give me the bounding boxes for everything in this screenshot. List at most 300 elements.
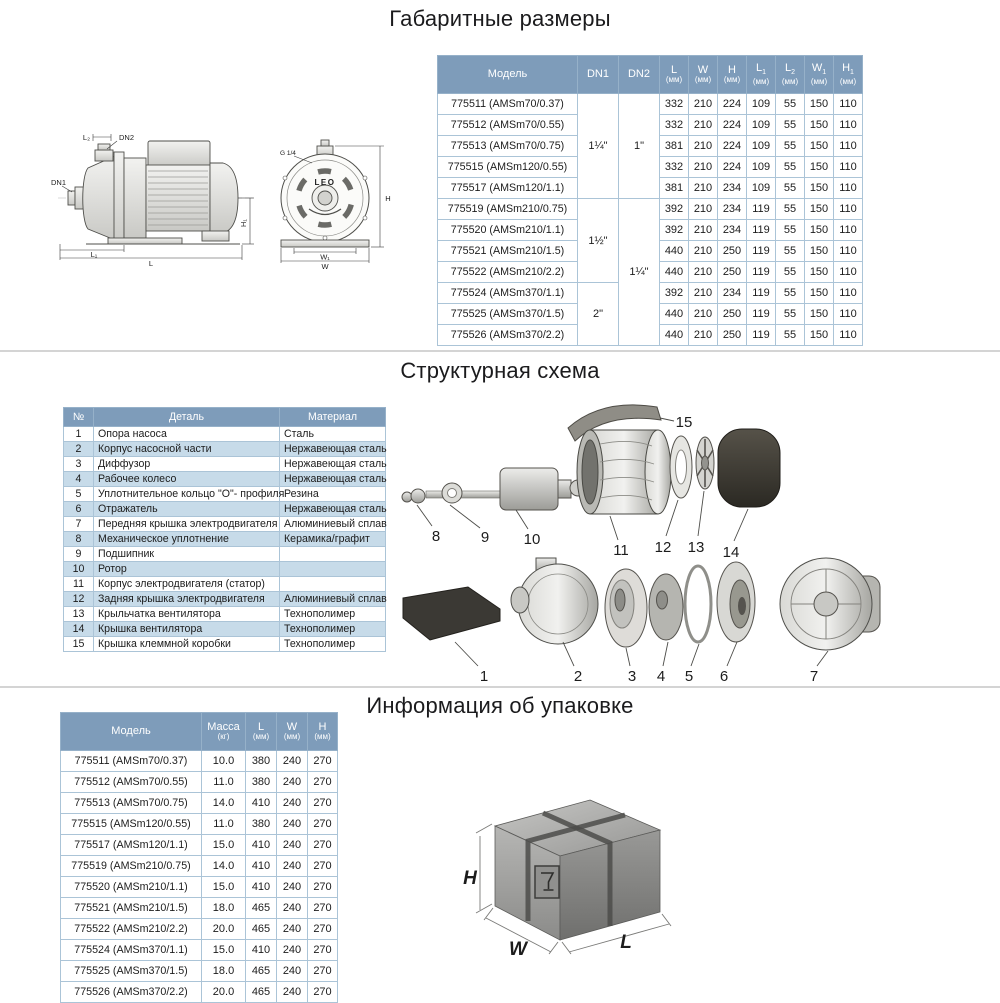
- dim-label-dn2: DN2: [119, 133, 135, 142]
- part-row: [64, 547, 386, 562]
- table-cell: 15.0: [202, 877, 246, 898]
- packaging-row: [61, 919, 338, 940]
- column-header: Деталь: [94, 408, 280, 427]
- parts-table-body: [64, 427, 386, 652]
- table-cell: 410: [246, 877, 277, 898]
- packaging-row: [61, 898, 338, 919]
- table-cell: 775512 (AMSm70/0.55): [61, 772, 202, 793]
- table-cell: 109: [747, 178, 776, 199]
- section-title-dimensions: Габаритные размеры: [389, 6, 611, 31]
- table-cell: 775524 (AMSm370/1.1): [438, 283, 578, 304]
- exploded-view-diagram: [398, 383, 945, 695]
- table-cell: Корпус электродвигателя (статор): [94, 577, 280, 592]
- table-cell: 119: [747, 325, 776, 346]
- table-cell: 775512 (AMSm70/0.55): [438, 115, 578, 136]
- table-cell: 775525 (AMSm370/1.5): [438, 304, 578, 325]
- table-cell: 150: [805, 199, 834, 220]
- part-row: [64, 457, 386, 472]
- packaging-table: [60, 712, 338, 1003]
- table-cell: 150: [805, 304, 834, 325]
- table-cell: Крыльчатка вентилятора: [94, 607, 280, 622]
- table-cell: Ротор: [94, 562, 280, 577]
- part-impeller: [649, 574, 683, 640]
- table-cell: 55: [776, 157, 805, 178]
- table-cell: 270: [308, 814, 338, 835]
- table-cell: 119: [747, 241, 776, 262]
- table-cell: 270: [308, 898, 338, 919]
- table-cell: Механическое уплотнение: [94, 532, 280, 547]
- column-header: Модель: [61, 713, 202, 751]
- packaging-table-body: [61, 751, 338, 1003]
- svg-text:5: 5: [684, 668, 694, 685]
- table-cell: 775520 (AMSm210/1.1): [61, 877, 202, 898]
- table-cell: 14.0: [202, 793, 246, 814]
- dimensions-table-body: [438, 94, 863, 346]
- table-cell: 2": [578, 283, 619, 346]
- table-cell: 381: [660, 136, 689, 157]
- table-cell: 150: [805, 136, 834, 157]
- svg-text:12: 12: [654, 539, 672, 556]
- part-deflector: [717, 562, 755, 642]
- packaging-row: [61, 835, 338, 856]
- table-cell: 210: [689, 220, 718, 241]
- table-cell: 775525 (AMSm370/1.5): [61, 961, 202, 982]
- svg-text:3: 3: [627, 668, 637, 685]
- table-cell: 14.0: [202, 856, 246, 877]
- table-cell: 240: [277, 898, 308, 919]
- table-cell: 440: [660, 325, 689, 346]
- dim-label-w: W: [321, 262, 329, 271]
- packaging-row: [61, 961, 338, 982]
- svg-text:2: 2: [573, 668, 583, 685]
- table-cell: 9: [64, 547, 94, 562]
- table-cell: 110: [834, 157, 863, 178]
- dim-label-h1: H₁: [239, 219, 248, 227]
- column-header: H (мм): [718, 56, 747, 94]
- table-cell: 775520 (AMSm210/1.1): [438, 220, 578, 241]
- table-cell: 150: [805, 115, 834, 136]
- table-cell: 20.0: [202, 919, 246, 940]
- table-cell: 270: [308, 940, 338, 961]
- pump-side-view: [68, 141, 240, 244]
- table-cell: 240: [277, 751, 308, 772]
- table-cell: 55: [776, 283, 805, 304]
- dim-label-l1: L₁: [90, 250, 98, 259]
- section-divider: [0, 350, 1000, 352]
- table-cell: 270: [308, 877, 338, 898]
- part-row: [64, 562, 386, 577]
- svg-text:15: 15: [675, 414, 693, 431]
- table-cell: 465: [246, 982, 277, 1003]
- column-header: Материал: [280, 408, 386, 427]
- column-header: Модель: [438, 56, 578, 94]
- packaging-row: [61, 814, 338, 835]
- table-cell: Корпус насосной части: [94, 442, 280, 457]
- table-cell: 392: [660, 199, 689, 220]
- table-cell: 234: [718, 199, 747, 220]
- table-cell: 119: [747, 283, 776, 304]
- table-cell: 775517 (AMSm120/1.1): [61, 835, 202, 856]
- table-cell: 55: [776, 115, 805, 136]
- column-header: L (мм): [246, 713, 277, 751]
- table-cell: 250: [718, 262, 747, 283]
- table-cell: 240: [277, 919, 308, 940]
- table-cell: Крышка вентилятора: [94, 622, 280, 637]
- table-cell: 110: [834, 283, 863, 304]
- table-cell: 410: [246, 940, 277, 961]
- table-cell: 11.0: [202, 814, 246, 835]
- dimensions-row: [438, 199, 863, 220]
- table-cell: 332: [660, 94, 689, 115]
- column-header: №: [64, 408, 94, 427]
- table-cell: 381: [660, 178, 689, 199]
- table-cell: 775521 (AMSm210/1.5): [438, 241, 578, 262]
- part-row: [64, 517, 386, 532]
- table-cell: 224: [718, 136, 747, 157]
- table-cell: 55: [776, 220, 805, 241]
- table-cell: 234: [718, 178, 747, 199]
- column-header: $W_1$ (мм): [805, 56, 834, 94]
- table-cell: 119: [747, 262, 776, 283]
- table-cell: 240: [277, 856, 308, 877]
- table-cell: 240: [277, 772, 308, 793]
- packaging-row: [61, 877, 338, 898]
- table-cell: Нержавеющая сталь: [280, 442, 386, 457]
- table-cell: 775522 (AMSm210/2.2): [438, 262, 578, 283]
- section-title-structure: Структурная схема: [400, 358, 600, 383]
- table-cell: 240: [277, 961, 308, 982]
- table-cell: 18.0: [202, 898, 246, 919]
- table-cell: 392: [660, 220, 689, 241]
- part-row: [64, 532, 386, 547]
- table-cell: 110: [834, 262, 863, 283]
- table-cell: 110: [834, 94, 863, 115]
- table-cell: 1¼": [619, 199, 660, 346]
- table-cell: 380: [246, 772, 277, 793]
- table-cell: 240: [277, 940, 308, 961]
- section-title-packaging: Информация об упаковке: [366, 693, 634, 718]
- table-cell: 270: [308, 793, 338, 814]
- table-cell: 210: [689, 178, 718, 199]
- part-row: [64, 502, 386, 517]
- table-cell: 110: [834, 304, 863, 325]
- table-cell: 55: [776, 304, 805, 325]
- column-header: H (мм): [308, 713, 338, 751]
- table-cell: 210: [689, 157, 718, 178]
- table-cell: 18.0: [202, 961, 246, 982]
- table-cell: 465: [246, 919, 277, 940]
- table-cell: 240: [277, 835, 308, 856]
- table-cell: Нержавеющая сталь: [280, 502, 386, 517]
- table-cell: 775521 (AMSm210/1.5): [61, 898, 202, 919]
- fragile-label: [535, 866, 559, 898]
- table-cell: 2: [64, 442, 94, 457]
- table-cell: Подшипник: [94, 547, 280, 562]
- table-cell: Керамика/графит: [280, 532, 386, 547]
- table-cell: 775526 (AMSm370/2.2): [61, 982, 202, 1003]
- part-bearing: [442, 483, 462, 503]
- table-cell: Резина: [280, 487, 386, 502]
- table-cell: 210: [689, 262, 718, 283]
- table-cell: 109: [747, 136, 776, 157]
- packaging-table-header-row: [61, 713, 338, 751]
- table-cell: 224: [718, 94, 747, 115]
- dim-label-g14: G 1/4: [280, 150, 296, 157]
- table-cell: 392: [660, 283, 689, 304]
- table-cell: 775513 (AMSm70/0.75): [438, 136, 578, 157]
- table-cell: 775511 (AMSm70/0.37): [61, 751, 202, 772]
- table-cell: 440: [660, 262, 689, 283]
- table-cell: 6: [64, 502, 94, 517]
- table-cell: 110: [834, 220, 863, 241]
- table-cell: 210: [689, 283, 718, 304]
- table-cell: 10.0: [202, 751, 246, 772]
- part-fan-cover: [718, 429, 780, 507]
- table-cell: 270: [308, 961, 338, 982]
- packaging-row: [61, 772, 338, 793]
- table-cell: [280, 562, 386, 577]
- part-mechanical-seal: [402, 489, 425, 503]
- dimensions-table: [437, 55, 863, 346]
- table-cell: 210: [689, 94, 718, 115]
- table-cell: 119: [747, 220, 776, 241]
- table-cell: Уплотнительное кольцо "О"- профиля: [94, 487, 280, 502]
- parts-table: [63, 407, 386, 652]
- table-cell: 109: [747, 94, 776, 115]
- table-cell: 15.0: [202, 835, 246, 856]
- table-cell: 110: [834, 325, 863, 346]
- column-header: W (мм): [689, 56, 718, 94]
- table-cell: 150: [805, 283, 834, 304]
- table-cell: 332: [660, 157, 689, 178]
- table-cell: 210: [689, 136, 718, 157]
- table-cell: 775524 (AMSm370/1.1): [61, 940, 202, 961]
- table-cell: Опора насоса: [94, 427, 280, 442]
- table-cell: 775515 (AMSm120/0.55): [438, 157, 578, 178]
- table-cell: 150: [805, 325, 834, 346]
- part-rear-motor-cover: [670, 436, 692, 498]
- table-cell: 410: [246, 856, 277, 877]
- part-row: [64, 442, 386, 457]
- table-cell: 150: [805, 157, 834, 178]
- table-cell: 109: [747, 157, 776, 178]
- part-row: [64, 487, 386, 502]
- table-cell: 11.0: [202, 772, 246, 793]
- svg-text:7: 7: [809, 668, 819, 685]
- table-cell: 110: [834, 136, 863, 157]
- table-cell: Алюминиевый сплав: [280, 592, 386, 607]
- table-cell: 10: [64, 562, 94, 577]
- part-fan-impeller: [696, 437, 714, 489]
- column-header: L (мм): [660, 56, 689, 94]
- svg-text:10: 10: [523, 531, 541, 548]
- table-cell: 210: [689, 325, 718, 346]
- table-cell: 55: [776, 241, 805, 262]
- table-cell: 55: [776, 178, 805, 199]
- table-cell: Диффузор: [94, 457, 280, 472]
- part-row: [64, 592, 386, 607]
- part-diffuser: [605, 569, 647, 647]
- table-cell: 410: [246, 835, 277, 856]
- table-cell: 15: [64, 637, 94, 652]
- package-box-diagram: [460, 785, 720, 975]
- part-row: [64, 607, 386, 622]
- part-row: [64, 427, 386, 442]
- part-pump-base: [403, 587, 500, 640]
- table-cell: 1: [64, 427, 94, 442]
- svg-text:13: 13: [687, 539, 705, 556]
- table-cell: 775515 (AMSm120/0.55): [61, 814, 202, 835]
- table-cell: Задняя крышка электродвигателя: [94, 592, 280, 607]
- table-cell: 270: [308, 982, 338, 1003]
- column-header: $L_2$ (мм): [776, 56, 805, 94]
- column-header: DN2: [619, 56, 660, 94]
- part-row: [64, 622, 386, 637]
- table-cell: 224: [718, 115, 747, 136]
- table-cell: 55: [776, 325, 805, 346]
- table-cell: 110: [834, 115, 863, 136]
- table-cell: 150: [805, 241, 834, 262]
- table-cell: 234: [718, 283, 747, 304]
- dim-label-l2: L₂: [82, 133, 90, 142]
- table-cell: 210: [689, 115, 718, 136]
- svg-text:4: 4: [656, 668, 666, 685]
- table-cell: 3: [64, 457, 94, 472]
- table-cell: 270: [308, 856, 338, 877]
- table-cell: 240: [277, 982, 308, 1003]
- packaging-row: [61, 856, 338, 877]
- leo-logo: LEO: [314, 178, 336, 187]
- table-cell: 465: [246, 961, 277, 982]
- box-label-l: L: [620, 932, 632, 953]
- dim-label-h: H: [385, 194, 391, 203]
- table-cell: Алюминиевый сплав: [280, 517, 386, 532]
- table-cell: 775513 (AMSm70/0.75): [61, 793, 202, 814]
- table-cell: Технополимер: [280, 622, 386, 637]
- table-cell: Крышка клеммной коробки: [94, 637, 280, 652]
- table-cell: Нержавеющая сталь: [280, 472, 386, 487]
- column-header: $L_1$ (мм): [747, 56, 776, 94]
- table-cell: 150: [805, 262, 834, 283]
- table-cell: 234: [718, 220, 747, 241]
- dim-label-dn1: DN1: [51, 178, 67, 187]
- table-cell: 150: [805, 220, 834, 241]
- table-cell: 410: [246, 793, 277, 814]
- table-cell: 110: [834, 199, 863, 220]
- table-cell: 270: [308, 835, 338, 856]
- table-cell: 270: [308, 919, 338, 940]
- table-cell: 7: [64, 517, 94, 532]
- table-cell: 12: [64, 592, 94, 607]
- table-cell: 270: [308, 772, 338, 793]
- packaging-row: [61, 751, 338, 772]
- packaging-row: [61, 793, 338, 814]
- table-cell: 14: [64, 622, 94, 637]
- table-cell: 55: [776, 199, 805, 220]
- table-cell: 150: [805, 178, 834, 199]
- table-cell: Технополимер: [280, 607, 386, 622]
- table-cell: 5: [64, 487, 94, 502]
- table-cell: Технополимер: [280, 637, 386, 652]
- table-cell: 4: [64, 472, 94, 487]
- package-box: [495, 800, 660, 940]
- dimensions-table-header-row: [438, 56, 863, 94]
- table-cell: 440: [660, 241, 689, 262]
- table-cell: 332: [660, 115, 689, 136]
- table-cell: 224: [718, 157, 747, 178]
- table-cell: 55: [776, 262, 805, 283]
- column-header: Масса (кг): [202, 713, 246, 751]
- table-cell: 109: [747, 115, 776, 136]
- table-cell: 15.0: [202, 940, 246, 961]
- table-cell: 119: [747, 199, 776, 220]
- table-cell: 55: [776, 94, 805, 115]
- table-cell: Отражатель: [94, 502, 280, 517]
- column-header: W (мм): [277, 713, 308, 751]
- table-cell: 210: [689, 241, 718, 262]
- table-cell: 55: [776, 136, 805, 157]
- dim-label-w1: W₁: [320, 252, 330, 262]
- section-divider: [0, 686, 1000, 688]
- table-cell: 380: [246, 751, 277, 772]
- table-cell: Рабочее колесо: [94, 472, 280, 487]
- table-cell: 1½": [578, 199, 619, 283]
- table-cell: [280, 547, 386, 562]
- part-pump-body: [511, 558, 598, 644]
- pump-dimension-drawing: [50, 128, 402, 274]
- table-cell: 8: [64, 532, 94, 547]
- table-cell: 270: [308, 751, 338, 772]
- table-cell: 210: [689, 304, 718, 325]
- part-front-motor-cover: [780, 558, 880, 650]
- table-cell: Передняя крышка электродвигателя: [94, 517, 280, 532]
- table-cell: 775517 (AMSm120/1.1): [438, 178, 578, 199]
- table-cell: 110: [834, 241, 863, 262]
- table-cell: 250: [718, 325, 747, 346]
- table-cell: 775522 (AMSm210/2.2): [61, 919, 202, 940]
- packaging-row: [61, 982, 338, 1003]
- table-cell: 775519 (AMSm210/0.75): [61, 856, 202, 877]
- svg-text:14: 14: [722, 544, 740, 561]
- table-cell: 150: [805, 94, 834, 115]
- table-cell: Нержавеющая сталь: [280, 457, 386, 472]
- table-cell: 775526 (AMSm370/2.2): [438, 325, 578, 346]
- table-cell: 20.0: [202, 982, 246, 1003]
- table-cell: 380: [246, 814, 277, 835]
- table-cell: 1": [619, 94, 660, 199]
- box-label-h: H: [463, 868, 477, 889]
- table-cell: 240: [277, 793, 308, 814]
- part-row: [64, 577, 386, 592]
- table-cell: 110: [834, 178, 863, 199]
- dim-label-l: L: [148, 259, 154, 268]
- part-row: [64, 472, 386, 487]
- table-cell: 11: [64, 577, 94, 592]
- table-cell: 210: [689, 199, 718, 220]
- part-o-ring: [685, 566, 711, 642]
- table-cell: Сталь: [280, 427, 386, 442]
- svg-text:8: 8: [431, 528, 441, 545]
- table-cell: 250: [718, 304, 747, 325]
- table-cell: 119: [747, 304, 776, 325]
- column-header: $H_1$ (мм): [834, 56, 863, 94]
- svg-text:11: 11: [613, 542, 629, 559]
- table-cell: 775519 (AMSm210/0.75): [438, 199, 578, 220]
- svg-text:1: 1: [479, 668, 489, 685]
- table-cell: 240: [277, 877, 308, 898]
- table-cell: 465: [246, 898, 277, 919]
- table-cell: 240: [277, 814, 308, 835]
